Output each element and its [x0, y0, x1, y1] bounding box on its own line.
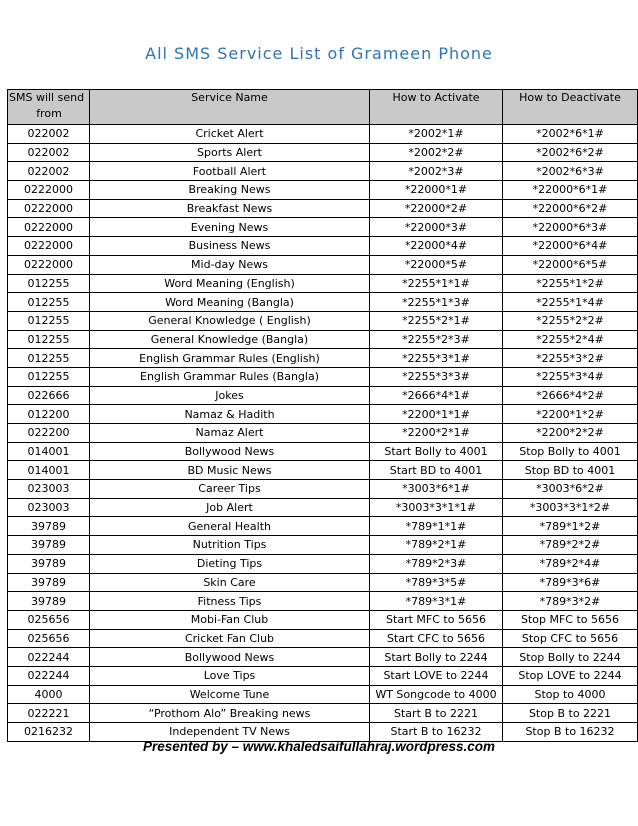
sms-code-cell: 0222000 — [8, 181, 90, 200]
sms-code-cell: 022002 — [8, 125, 90, 144]
deactivate-code-cell: *2200*1*2# — [503, 405, 638, 424]
sms-code-cell: 39789 — [8, 554, 90, 573]
service-name-cell: Career Tips — [90, 480, 370, 499]
sms-code-cell: 012255 — [8, 311, 90, 330]
table-row — [8, 181, 638, 200]
sms-code-cell: 012255 — [8, 367, 90, 386]
table-row — [8, 554, 638, 573]
deactivate-code-cell: *22000*6*3# — [503, 218, 638, 237]
deactivate-code-cell: *2255*2*2# — [503, 311, 638, 330]
service-name-cell: Breaking News — [90, 181, 370, 200]
activate-code-cell: *22000*2# — [370, 199, 503, 218]
activate-code-cell: Start Bolly to 2244 — [370, 648, 503, 667]
sms-code-cell: 012255 — [8, 293, 90, 312]
service-name-cell: Evening News — [90, 218, 370, 237]
activate-code-cell: *2002*1# — [370, 125, 503, 144]
activate-code-cell: *789*2*1# — [370, 536, 503, 555]
table-row — [8, 685, 638, 704]
deactivate-code-cell: *3003*6*2# — [503, 480, 638, 499]
column-header-sms-code — [8, 90, 90, 125]
activate-code-cell: *22000*4# — [370, 237, 503, 256]
service-name-cell: Bollywood News — [90, 442, 370, 461]
activate-code-cell: Start BD to 4001 — [370, 461, 503, 480]
service-name-cell: Business News — [90, 237, 370, 256]
deactivate-code-cell: *789*3*2# — [503, 592, 638, 611]
table-row — [8, 199, 638, 218]
table-row — [8, 610, 638, 629]
service-name-cell: English Grammar Rules (English) — [90, 349, 370, 368]
table-row — [8, 573, 638, 592]
column-header-sms-code-line1: SMS will send — [9, 91, 85, 104]
sms-code-cell: 025656 — [8, 610, 90, 629]
activate-code-cell: Start MFC to 5656 — [370, 610, 503, 629]
activate-code-cell: *2255*3*1# — [370, 349, 503, 368]
table-row — [8, 666, 638, 685]
activate-code-cell: *2255*2*1# — [370, 311, 503, 330]
activate-code-cell: *22000*5# — [370, 255, 503, 274]
service-name-cell: Cricket Fan Club — [90, 629, 370, 648]
sms-code-cell: 025656 — [8, 629, 90, 648]
sms-code-cell: 012200 — [8, 405, 90, 424]
deactivate-code-cell: *789*2*4# — [503, 554, 638, 573]
service-name-cell: Breakfast News — [90, 199, 370, 218]
activate-code-cell: *22000*1# — [370, 181, 503, 200]
deactivate-code-cell: Stop MFC to 5656 — [503, 610, 638, 629]
service-name-cell: Cricket Alert — [90, 125, 370, 144]
deactivate-code-cell: Stop Bolly to 2244 — [503, 648, 638, 667]
sms-code-cell: 39789 — [8, 573, 90, 592]
service-name-cell: Love Tips — [90, 666, 370, 685]
service-name-cell: Welcome Tune — [90, 685, 370, 704]
sms-code-cell: 022244 — [8, 666, 90, 685]
table-row — [8, 480, 638, 499]
sms-code-cell: 023003 — [8, 480, 90, 499]
table-row — [8, 648, 638, 667]
activate-code-cell: Start LOVE to 2244 — [370, 666, 503, 685]
activate-code-cell: *789*2*3# — [370, 554, 503, 573]
service-name-cell: Job Alert — [90, 498, 370, 517]
sms-code-cell: 0222000 — [8, 255, 90, 274]
page-title: All SMS Service List of Grameen Phone — [145, 44, 493, 63]
table-row — [8, 218, 638, 237]
deactivate-code-cell: *789*2*2# — [503, 536, 638, 555]
sms-code-cell: 4000 — [8, 685, 90, 704]
activate-code-cell: *2255*2*3# — [370, 330, 503, 349]
deactivate-code-cell: *22000*6*4# — [503, 237, 638, 256]
activate-code-cell: *2255*1*1# — [370, 274, 503, 293]
sms-code-cell: 022244 — [8, 648, 90, 667]
activate-code-cell: *2002*2# — [370, 143, 503, 162]
activate-code-cell: *3003*6*1# — [370, 480, 503, 499]
activate-code-cell: *2666*4*1# — [370, 386, 503, 405]
deactivate-code-cell: Stop BD to 4001 — [503, 461, 638, 480]
activate-code-cell: *789*3*5# — [370, 573, 503, 592]
column-header-sms-code-line2: from — [36, 107, 62, 120]
sms-code-cell: 39789 — [8, 592, 90, 611]
table-row — [8, 274, 638, 293]
deactivate-code-cell: *2666*4*2# — [503, 386, 638, 405]
sms-code-cell: 014001 — [8, 461, 90, 480]
deactivate-code-cell: *2255*3*2# — [503, 349, 638, 368]
column-header-service-name: Service Name — [90, 90, 370, 125]
presented-by-footer: Presented by – www.khaledsaifullahraj.wordpress.com — [142, 739, 496, 754]
deactivate-code-cell: *2255*3*4# — [503, 367, 638, 386]
service-name-cell: Jokes — [90, 386, 370, 405]
table-row — [8, 442, 638, 461]
activate-code-cell: *2200*2*1# — [370, 424, 503, 443]
service-name-cell: “Prothom Alo” Breaking news — [90, 704, 370, 723]
column-header-how-to-deactivate: How to Deactivate — [503, 90, 638, 125]
table-row — [8, 293, 638, 312]
table-row — [8, 405, 638, 424]
service-name-cell: BD Music News — [90, 461, 370, 480]
table-row — [8, 592, 638, 611]
table-row — [8, 237, 638, 256]
table-row — [8, 629, 638, 648]
table-body — [8, 125, 638, 742]
deactivate-code-cell: Stop CFC to 5656 — [503, 629, 638, 648]
deactivate-code-cell: Stop Bolly to 4001 — [503, 442, 638, 461]
sms-code-cell: 0222000 — [8, 199, 90, 218]
activate-code-cell: Start B to 16232 — [370, 723, 503, 742]
deactivate-code-cell: *2200*2*2# — [503, 424, 638, 443]
service-name-cell: Mobi-Fan Club — [90, 610, 370, 629]
table-row — [8, 498, 638, 517]
table-row — [8, 255, 638, 274]
activate-code-cell: *789*3*1# — [370, 592, 503, 611]
activate-code-cell: *2200*1*1# — [370, 405, 503, 424]
sms-code-cell: 022002 — [8, 143, 90, 162]
deactivate-code-cell: Stop to 4000 — [503, 685, 638, 704]
deactivate-code-cell: *22000*6*1# — [503, 181, 638, 200]
table-header-row — [8, 90, 638, 125]
service-name-cell: Word Meaning (English) — [90, 274, 370, 293]
table-row — [8, 536, 638, 555]
activate-code-cell: *2255*1*3# — [370, 293, 503, 312]
service-name-cell: Independent TV News — [90, 723, 370, 742]
service-name-cell: Football Alert — [90, 162, 370, 181]
table-row — [8, 162, 638, 181]
sms-code-cell: 014001 — [8, 442, 90, 461]
deactivate-code-cell: *3003*3*1*2# — [503, 498, 638, 517]
deactivate-code-cell: *2002*6*1# — [503, 125, 638, 144]
table-row — [8, 461, 638, 480]
table-row — [8, 349, 638, 368]
sms-code-cell: 012255 — [8, 330, 90, 349]
sms-code-cell: 39789 — [8, 517, 90, 536]
sms-code-cell: 022002 — [8, 162, 90, 181]
table-row — [8, 704, 638, 723]
activate-code-cell: Start Bolly to 4001 — [370, 442, 503, 461]
sms-code-cell: 022221 — [8, 704, 90, 723]
deactivate-code-cell: *2255*1*4# — [503, 293, 638, 312]
sms-code-cell: 012255 — [8, 349, 90, 368]
service-name-cell: Bollywood News — [90, 648, 370, 667]
activate-code-cell: Start CFC to 5656 — [370, 629, 503, 648]
service-name-cell: General Knowledge ( English) — [90, 311, 370, 330]
deactivate-code-cell: *2002*6*2# — [503, 143, 638, 162]
deactivate-code-cell: Stop LOVE to 2244 — [503, 666, 638, 685]
activate-code-cell: *22000*3# — [370, 218, 503, 237]
sms-code-cell: 0222000 — [8, 218, 90, 237]
sms-code-cell: 012255 — [8, 274, 90, 293]
service-name-cell: Word Meaning (Bangla) — [90, 293, 370, 312]
sms-code-cell: 0216232 — [8, 723, 90, 742]
sms-code-cell: 022666 — [8, 386, 90, 405]
table-row — [8, 143, 638, 162]
activate-code-cell: WT Songcode to 4000 — [370, 685, 503, 704]
table-row — [8, 367, 638, 386]
service-name-cell: Fitness Tips — [90, 592, 370, 611]
activate-code-cell: *3003*3*1*1# — [370, 498, 503, 517]
service-name-cell: Namaz & Hadith — [90, 405, 370, 424]
service-name-cell: Skin Care — [90, 573, 370, 592]
sms-code-cell: 0222000 — [8, 237, 90, 256]
sms-code-cell: 39789 — [8, 536, 90, 555]
sms-service-table — [7, 89, 638, 742]
table-row — [8, 386, 638, 405]
deactivate-code-cell: *789*1*2# — [503, 517, 638, 536]
deactivate-code-cell: *22000*6*5# — [503, 255, 638, 274]
table-row — [8, 424, 638, 443]
deactivate-code-cell: *2002*6*3# — [503, 162, 638, 181]
activate-code-cell: Start B to 2221 — [370, 704, 503, 723]
service-name-cell: Namaz Alert — [90, 424, 370, 443]
deactivate-code-cell: *22000*6*2# — [503, 199, 638, 218]
activate-code-cell: *2002*3# — [370, 162, 503, 181]
deactivate-code-cell: Stop B to 2221 — [503, 704, 638, 723]
service-name-cell: Sports Alert — [90, 143, 370, 162]
service-name-cell: Mid-day News — [90, 255, 370, 274]
service-name-cell: General Knowledge (Bangla) — [90, 330, 370, 349]
service-name-cell: Dieting Tips — [90, 554, 370, 573]
sms-code-cell: 023003 — [8, 498, 90, 517]
column-header-how-to-activate: How to Activate — [370, 90, 503, 125]
deactivate-code-cell: Stop B to 16232 — [503, 723, 638, 742]
service-name-cell: English Grammar Rules (Bangla) — [90, 367, 370, 386]
sms-code-cell: 022200 — [8, 424, 90, 443]
activate-code-cell: *2255*3*3# — [370, 367, 503, 386]
service-name-cell: General Health — [90, 517, 370, 536]
table-row — [8, 311, 638, 330]
activate-code-cell: *789*1*1# — [370, 517, 503, 536]
table-row — [8, 125, 638, 144]
deactivate-code-cell: *2255*2*4# — [503, 330, 638, 349]
table-row — [8, 330, 638, 349]
table-row — [8, 517, 638, 536]
deactivate-code-cell: *789*3*6# — [503, 573, 638, 592]
service-name-cell: Nutrition Tips — [90, 536, 370, 555]
deactivate-code-cell: *2255*1*2# — [503, 274, 638, 293]
